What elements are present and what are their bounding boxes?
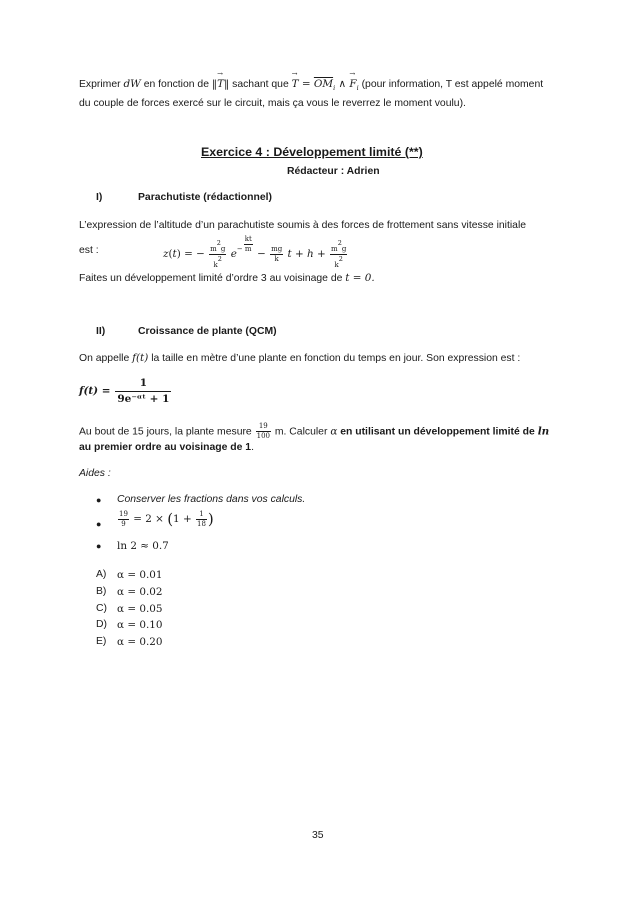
math-t-zero: t = 0. — [345, 272, 375, 284]
choice-value: α = 0.10 — [117, 619, 163, 631]
ex3-text-d: (pour information, T est appelé moment — [361, 79, 544, 90]
page-number: 35 — [312, 830, 324, 841]
question-text-b: m. Calculer — [274, 426, 328, 438]
choice-value: α = 0.05 — [117, 603, 163, 615]
part2-text-b: la taille en mètre d’une plante en fonction du temps en jour. Son expression est : — [151, 353, 521, 364]
question-line2-end: . — [251, 442, 254, 453]
part2-number: II) — [96, 326, 106, 337]
choice-letter: B) — [96, 586, 107, 597]
formula-denominator: 9e⁻ᵅᵗ + 1 — [117, 392, 170, 405]
ex3-text-b: en fonction de — [143, 79, 209, 90]
aides-label: Aides : — [79, 468, 111, 479]
aide-item: Conserver les fractions dans vos calculs. — [117, 494, 306, 505]
altitude-formula: z(t) = − $\frac{m2g}{k2}$ $e^{- \frac{kt}{m}}$ − $\frac{mg}{k}$ t + h + $\frac{m2g}{k2}$ — [163, 235, 347, 269]
growth-formula — [79, 378, 172, 404]
ex3-text-c: sachant que — [232, 79, 289, 90]
bullet-icon: ● — [96, 519, 102, 529]
part1-number: I) — [96, 192, 103, 203]
question-frac-den: 100 — [256, 432, 270, 440]
part2-heading: Croissance de plante (QCM) — [138, 326, 277, 337]
ex3-line2: du couple de forces exercé sur le circuit, mais ça vous le reverrez le moment voulu). — [79, 98, 466, 109]
question-line2 — [79, 442, 254, 453]
aide-item: $\frac{19}{9}$ = 2 × (1 + $\frac{1}{18}$ ) — [119, 509, 214, 528]
choice-value: α = 0.20 — [117, 636, 163, 648]
part1-line2: est : — [79, 245, 99, 256]
math-f-t: f(t) — [132, 352, 149, 364]
question-line1 — [79, 423, 549, 440]
choice-letter: D) — [96, 619, 107, 630]
math-T-equals: → $T = \overline{OM}_i$ ∧ → $F_i$ — [292, 78, 359, 90]
math-ln: ln — [537, 425, 550, 438]
exercise-title: Exercice 4 : Développement limité (**) — [201, 145, 423, 159]
bullet-icon: ● — [96, 541, 102, 551]
math-alpha: α — [330, 425, 338, 438]
question-frac-num: 19 — [256, 423, 271, 432]
formula-lhs: f(t) = — [79, 385, 111, 397]
aide-item: ln 2 ≈ 0.7 — [117, 540, 169, 552]
math-dW: dW — [123, 78, 141, 90]
choice-letter: A) — [96, 569, 107, 580]
choice-letter: E) — [96, 636, 107, 647]
author: Rédacteur : Adrien — [287, 166, 380, 177]
part1-instruction — [79, 272, 375, 284]
choice-letter: C) — [96, 603, 107, 614]
part1-heading: Parachutiste (rédactionnel) — [138, 192, 272, 203]
part1-instruction-text: Faites un développement limité d’ordre 3 au voisinage de — [79, 273, 343, 284]
part1-line1: L’expression de l’altitude d’un parachutiste soumis à des forces de frottement sans vitesse initiale — [79, 220, 527, 231]
math-norm-T: ‖→ T‖ — [212, 78, 229, 90]
aide-fraction-text: = 2 × — [133, 513, 164, 525]
part2-text-a: On appelle — [79, 353, 130, 364]
part2-line1 — [79, 352, 520, 364]
question-line2-text: au premier ordre au voisinage de 1 — [79, 442, 252, 453]
question-text-a: Au bout de 15 jours, la plante mesure — [79, 426, 252, 438]
bullet-icon: ● — [96, 495, 102, 505]
ex3-line1 — [79, 78, 543, 92]
ex3-text-a: Exprimer — [79, 79, 121, 90]
choice-value: α = 0.01 — [117, 569, 163, 581]
question-text-c: en utilisant un développement limité de — [340, 426, 535, 438]
choice-value: α = 0.02 — [117, 586, 163, 598]
formula-numerator: 1 — [115, 378, 171, 392]
